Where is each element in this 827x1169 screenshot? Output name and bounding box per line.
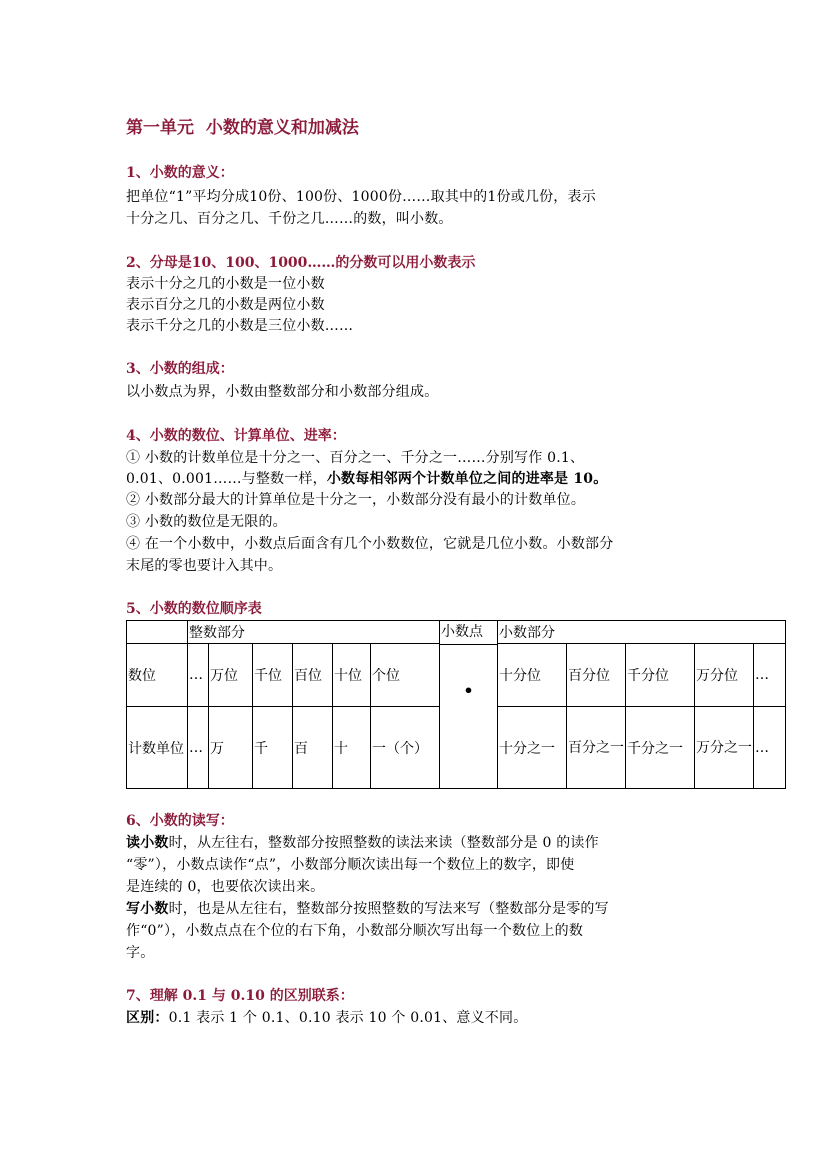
unit-cell: 万 [209, 707, 253, 789]
place-cell: 个位 [371, 644, 440, 707]
section-6-read-line-1 [126, 833, 599, 853]
section-4-line-2b: 小数每相邻两个计数单位之间的进率是 10。 [326, 471, 608, 487]
unit-cell: 十分之一 [498, 707, 567, 789]
decimal-point-dot: • [463, 681, 474, 700]
section-4-line-2a: 0.01、0.001……与整数一样， [126, 471, 327, 487]
section-1-line-1: 把单位“1”平均分成10份、100份、1000份……取其中的1份或几份，表示 [126, 189, 596, 205]
unit-name: 小数的意义和加减法 [205, 118, 359, 138]
section-6-read-line-3: 是连续的 0，也要依次读出来。 [126, 879, 325, 895]
unit-cell: … [188, 707, 209, 789]
section-6-heading: 6、小数的读写： [126, 813, 234, 829]
page-title [126, 113, 359, 138]
place-cell: … [754, 644, 786, 707]
unit-cell: 千分之一 [626, 707, 695, 789]
section-6-read-line-2: “零”），小数点读作“点”，小数部分顺次读出每一个数位上的数字，即使 [126, 857, 575, 873]
row-label-place: 数位 [127, 644, 188, 707]
write-text-1: 时，也是从左往右，整数部分按照整数的写法来写（整数部分是零的写 [168, 901, 609, 917]
difference-label: 区别： [126, 1010, 169, 1026]
decimal-point-header: 小数点 [440, 621, 497, 645]
section-1-heading: 1、小数的意义： [126, 165, 234, 181]
table-header-row [127, 621, 786, 644]
decimal-place-table [126, 620, 786, 789]
read-text-1: 时，从左往右，整数部分按照整数的读法来读（整数部分是 0 的读作 [168, 835, 599, 851]
section-4-line-6: 末尾的零也要计入其中。 [126, 558, 283, 574]
unit-cell: 百分之一 [567, 707, 626, 789]
place-cell: 千分位 [626, 644, 695, 707]
unit-label: 第一单元 [126, 118, 194, 138]
decimal-point-column [440, 621, 498, 789]
unit-cell: … [754, 707, 786, 789]
place-cell: 百位 [293, 644, 333, 707]
place-cell: … [188, 644, 209, 707]
section-6-write-line-3: 字。 [126, 945, 155, 961]
section-6-write-line-2: 作“0”），小数点点在个位的右下角，小数部分顺次写出每一个数位上的数 [126, 923, 584, 939]
write-decimal-label: 写小数 [126, 901, 169, 917]
table-corner-cell [127, 621, 188, 644]
section-3-heading: 3、小数的组成： [126, 361, 234, 377]
unit-cell: 千 [253, 707, 293, 789]
unit-cell: 一（个） [371, 707, 440, 789]
section-4-line-3: ② 小数部分最大的计算单位是十分之一，小数部分没有最小的计数单位。 [126, 492, 586, 508]
place-cell: 万分位 [695, 644, 754, 707]
section-4-heading: 4、小数的数位、计算单位、进率： [126, 428, 346, 444]
section-4-line-5: ④ 在一个小数中，小数点后面含有几个小数数位，它就是几位小数。小数部分 [126, 536, 614, 552]
section-3-line-1: 以小数点为界，小数由整数部分和小数部分组成。 [126, 384, 439, 400]
integer-part-header: 整数部分 [188, 621, 440, 644]
section-2-line-3: 表示千分之几的小数是三位小数…… [126, 318, 354, 334]
section-6-write-line-1 [126, 899, 609, 919]
section-2-line-2: 表示百分之几的小数是两位小数 [126, 297, 325, 313]
section-4-line-4: ③ 小数的数位是无限的。 [126, 514, 287, 530]
section-7-heading: 7、理解 0.1 与 0.10 的区别联系： [126, 988, 354, 1004]
place-cell: 千位 [253, 644, 293, 707]
section-2-line-1: 表示十分之几的小数是一位小数 [126, 276, 325, 292]
place-cell: 百分位 [567, 644, 626, 707]
unit-cell: 十 [333, 707, 371, 789]
decimal-part-header: 小数部分 [498, 621, 786, 644]
section-1-line-2: 十分之几、百分之几、千份之几……的数，叫小数。 [126, 211, 453, 227]
read-decimal-label: 读小数 [126, 835, 169, 851]
section-4-line-1: ① 小数的计数单位是十分之一、百分之一、千分之一……分别写作 0.1、 [126, 450, 585, 466]
unit-cell: 万分之一 [695, 707, 754, 789]
section-2-heading: 2、分母是10、100、1000……的分数可以用小数表示 [126, 255, 476, 271]
place-cell: 十位 [333, 644, 371, 707]
section-7-line-1 [126, 1008, 527, 1028]
section-4-line-2 [126, 469, 607, 489]
place-cell: 十分位 [498, 644, 567, 707]
row-label-unit: 计数单位 [127, 707, 188, 789]
section-5-heading: 5、小数的数位顺序表 [126, 601, 262, 617]
unit-cell: 百 [293, 707, 333, 789]
place-cell: 万位 [209, 644, 253, 707]
difference-text: 0.1 表示 1 个 0.1、0.10 表示 10 个 0.01、意义不同。 [168, 1010, 528, 1026]
